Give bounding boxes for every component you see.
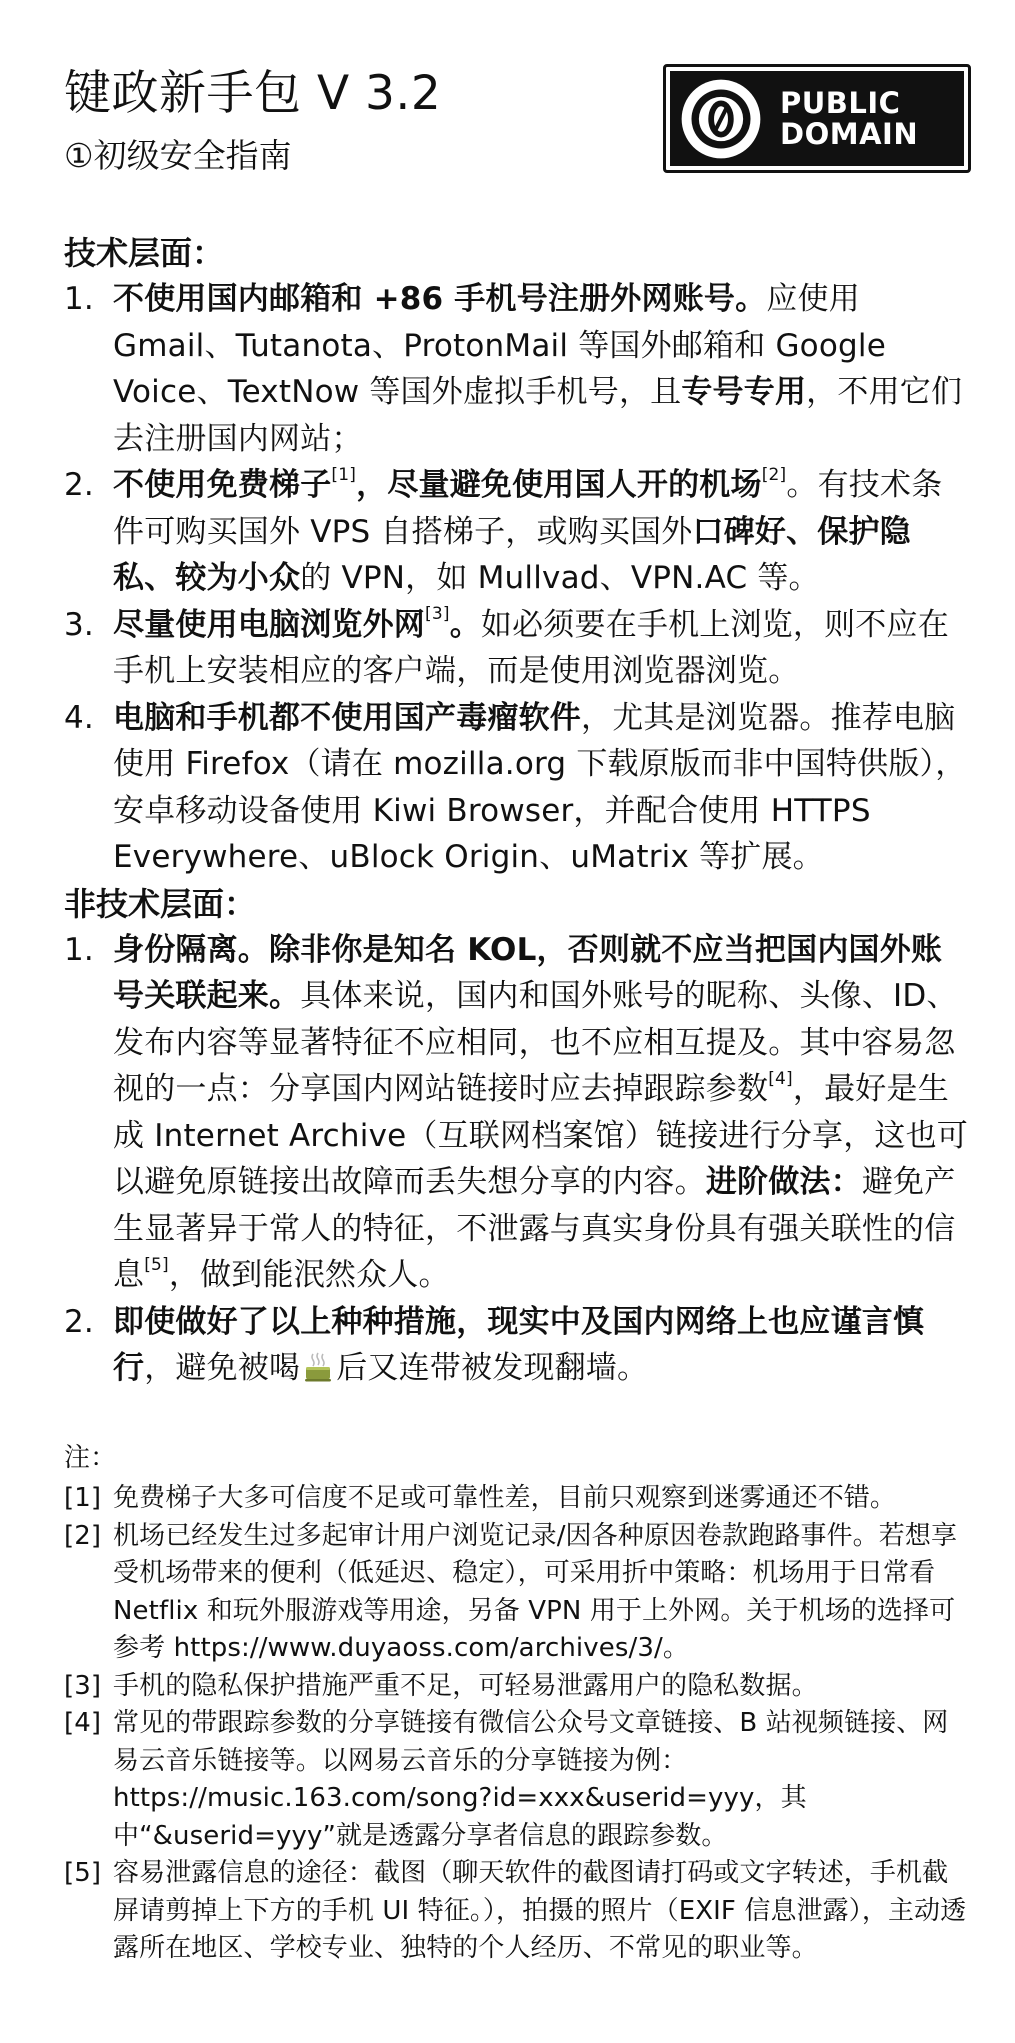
notes-heading: 注： <box>64 1442 117 1473</box>
item-bold-text: 身份隔离。除非你是知名 KOL，否则就不应当把国内国外账号关联起来。 <box>113 931 943 1014</box>
item-number: 1. <box>64 281 94 317</box>
footnote-ref: [5] <box>144 1254 169 1275</box>
public-domain-line2: DOMAIN <box>780 116 919 151</box>
item-text: ，做到能泯然众人。 <box>168 1257 450 1293</box>
note-number: [3] <box>64 1670 102 1701</box>
item-bold-text: 尽量使用电脑浏览外网 <box>113 606 425 643</box>
item-bold-text: 专号专用 <box>681 374 807 410</box>
list-item <box>64 602 971 695</box>
item-number: 2. <box>64 1303 94 1340</box>
item-text: 的 VPN，如 Mullvad、VPN.AC 等。 <box>300 560 820 596</box>
footnote-ref: [4] <box>768 1068 793 1089</box>
list-item <box>64 927 971 1299</box>
list-item <box>64 695 971 881</box>
note-item <box>64 1480 971 1518</box>
technical-list <box>64 276 971 881</box>
item-bold-text: 不使用国内邮箱和 +86 手机号注册外网账号。 <box>113 281 767 317</box>
page-subtitle: ①初级安全指南 <box>64 136 292 175</box>
item-bold-text: 。 <box>449 606 481 643</box>
footnote-ref: [3] <box>425 604 450 625</box>
list-item <box>64 462 971 602</box>
tea-cup-icon <box>302 1351 334 1383</box>
public-domain-line1: PUBLIC <box>780 85 901 120</box>
item-bold-text: ，尽量避免使用国人开的机场 <box>356 467 762 503</box>
note-text: 手机的隐私保护措施严重不足，可轻易泄露用户的隐私数据。 <box>113 1670 818 1701</box>
list-item <box>64 276 971 462</box>
note-item <box>64 1855 971 1968</box>
list-item <box>64 1299 971 1392</box>
note-text: 机场已经发生过多起审计用户浏览记录/因各种原因卷款跑路事件。若想享受机场带来的便利（低延迟、稳定），可采用折中策略：机场用于日常看 Netflix 和玩外服游戏等用途，另备 VPN 用于上外网。关于机场的选择可参考 https://www.duyaoss.com/archives/3/。 <box>113 1520 958 1663</box>
item-bold-text: 不使用免费梯子 <box>113 467 332 503</box>
item-text: 。有技术条件可购买国外 VPS 自搭梯子，或购买国外 <box>113 467 943 550</box>
public-domain-badge-inner <box>670 71 964 166</box>
nontechnical-section <box>64 881 971 1392</box>
note-number: [1] <box>64 1483 102 1513</box>
page-title: 键政新手包 V 3.2 <box>64 66 442 121</box>
item-bold-text: 进阶做法： <box>705 1164 862 1200</box>
note-text: 免费梯子大多可信度不足或可靠性差，目前只观察到迷雾通还不错。 <box>113 1483 897 1513</box>
public-domain-text <box>780 85 919 151</box>
item-text: 具体来说，国内和国外账号的昵称、头像、ID、发布内容等显著特征不应相同，也不应相互提及。其中容易忽视的一点：分享国内网站链接时应去掉跟踪参数 <box>113 978 958 1107</box>
item-text: ，最好是生成 Internet Archive（互联网档案馆）链接进行分享，这也可以避免原链接出故障而丢失想分享的内容。 <box>113 1071 968 1200</box>
note-text: 常见的带跟踪参数的分享链接有微信公众号文章链接、B 站视频链接、网易云音乐链接等。以网易云音乐的分享链接为例：https://music.163.com/song?id=xxx&userid=yyy，其中“&userid=yyy”就是透露分享者信息的跟踪参数。 <box>113 1708 949 1851</box>
nontechnical-list <box>64 927 971 1392</box>
item-number: 4. <box>64 699 94 736</box>
item-number: 2. <box>64 467 94 503</box>
public-domain-zero-icon <box>680 78 762 160</box>
nontechnical-heading: 非技术层面： <box>64 884 257 923</box>
note-item <box>64 1705 971 1855</box>
note-item <box>64 1668 971 1706</box>
item-number: 3. <box>64 606 94 643</box>
item-bold-text: 口碑好、保护隐私、较为小众 <box>113 513 911 596</box>
note-number: [2] <box>64 1520 102 1551</box>
item-text: 后又连带被发现翻墙。 <box>336 1350 649 1386</box>
item-text: ，尤其是浏览器。推荐电脑使用 Firefox（请在 mozilla.org 下载原版而非中国特供版），安卓移动设备使用 Kiwi Browser，并配合使用 HTTPS Everywhere、uBlock Origin、uMatrix 等扩展。 <box>113 699 967 875</box>
item-number: 1. <box>64 931 94 968</box>
technical-heading: 技术层面： <box>64 234 225 272</box>
item-text: 避免产生显著异于常人的特征，不泄露与真实身份具有强关联性的信息 <box>113 1164 956 1293</box>
notes-section <box>64 1440 971 1968</box>
note-number: [5] <box>64 1858 102 1888</box>
technical-section <box>64 230 971 881</box>
header <box>64 0 971 230</box>
note-number: [4] <box>64 1708 102 1738</box>
footnote-ref: [1] <box>331 464 357 485</box>
item-text: ，不用它们去注册国内网站； <box>113 374 963 457</box>
note-text: 容易泄露信息的途径：截图（聊天软件的截图请打码或文字转述，手机截屏请剪掉上下方的手机 UI 特征。），拍摄的照片（EXIF 信息泄露），主动透露所在地区、学校专业、独特的个人经历、不常见的职业等。 <box>113 1858 967 1963</box>
item-text: 应使用 Gmail、Tutanota、ProtonMail 等国外邮箱和 Google Voice、TextNow 等国外虚拟手机号，且 <box>113 281 886 410</box>
note-item <box>64 1518 971 1668</box>
item-bold-text: 即使做好了以上种种措施，现实中及国内网络上也应谨言慎行 <box>113 1303 925 1386</box>
public-domain-badge <box>663 64 971 173</box>
item-text: 如必须要在手机上浏览，则不应在手机上安装相应的客户端，而是使用浏览器浏览。 <box>113 606 949 689</box>
footnote-ref: [2] <box>761 464 787 485</box>
item-bold-text: 电脑和手机都不使用国产毒瘤软件 <box>113 699 581 736</box>
item-text: ，避免被喝 <box>144 1350 301 1386</box>
